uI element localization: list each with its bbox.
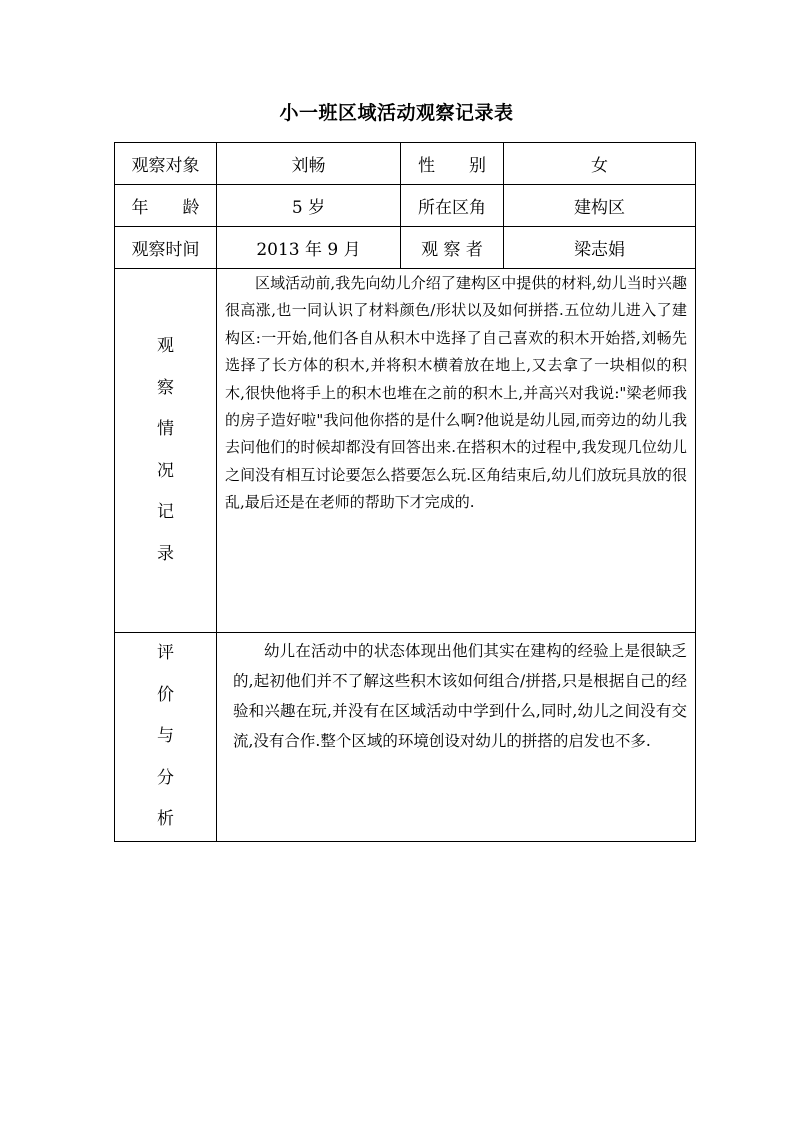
evaluation-label-char: 析 bbox=[157, 809, 174, 830]
evaluation-label-char: 价 bbox=[157, 684, 174, 705]
age-value: 5 岁 bbox=[217, 185, 401, 227]
table-row-time bbox=[115, 227, 696, 269]
page-title: 小一班区域活动观察记录表 bbox=[279, 102, 514, 124]
table-row-subject bbox=[115, 143, 696, 185]
observation-label-char: 记 bbox=[157, 502, 174, 522]
evaluation-label-char: 评 bbox=[157, 643, 174, 664]
evaluation-label-char: 分 bbox=[157, 767, 174, 788]
time-value: 2013 年 9 月 bbox=[217, 227, 401, 269]
evaluation-content-cell bbox=[217, 633, 696, 842]
subject-label: 观察对象 bbox=[115, 143, 217, 185]
evaluation-label-char: 与 bbox=[157, 726, 174, 747]
area-label: 所在区角 bbox=[401, 185, 504, 227]
observation-record-table bbox=[114, 142, 696, 842]
evaluation-label bbox=[115, 633, 217, 842]
observation-label-char: 察 bbox=[157, 377, 174, 398]
time-label: 观察时间 bbox=[115, 227, 217, 269]
subject-value: 刘畅 bbox=[217, 143, 401, 185]
observation-label-char: 观 bbox=[157, 336, 174, 356]
observer-label: 观 察 者 bbox=[401, 227, 504, 269]
area-value: 建构区 bbox=[504, 185, 696, 227]
observer-value: 梁志娟 bbox=[504, 227, 696, 269]
observation-content-cell bbox=[217, 269, 696, 633]
table-row-observation bbox=[115, 269, 696, 633]
observation-label-char: 录 bbox=[157, 543, 174, 564]
observation-label-char: 况 bbox=[157, 460, 174, 481]
evaluation-text: 幼儿在活动中的状态体现出他们其实在建构的经验上是很缺乏的,起初他们并不了解这些积木该如何组合/拼搭,只是根据自己的经验和兴趣在玩,并没有在区域活动中学到什么,同时,幼儿之间没有交流,没有合作.整个区域的环境创设对幼儿的拼搭的启发也不多. bbox=[233, 642, 687, 750]
age-label: 年 龄 bbox=[115, 185, 217, 227]
observation-text: 区域活动前,我先向幼儿介绍了建构区中提供的材料,幼儿当时兴趣很高涨,也一同认识了材料颜色/形状以及如何拼搭.五位幼儿进入了建构区:一开始,他们各自从积木中选择了自己喜欢的积木开始搭,刘畅先选择了长方体的积木,并将积木横着放在地上,又去拿了一块相似的积木,很快他将手上的积木也堆在之前的积木上,并高兴对我说:"梁老师我的房子造好啦"我问他你搭的是什么啊?他说是幼儿园,而旁边的幼儿我去问他们的时候却都没有回答出来.在搭积木的过程中,我发现几位幼儿之间没有相互讨论要怎么搭要怎么玩.区角结束后,幼儿们放玩具放的很乱,最后还是在老师的帮助下才完成的. bbox=[225, 274, 687, 512]
table-row-evaluation bbox=[115, 633, 696, 842]
observation-label bbox=[115, 269, 217, 633]
table-row-age bbox=[115, 185, 696, 227]
observation-label-char: 情 bbox=[157, 419, 174, 439]
gender-label: 性 别 bbox=[401, 143, 504, 185]
gender-value: 女 bbox=[504, 143, 696, 185]
